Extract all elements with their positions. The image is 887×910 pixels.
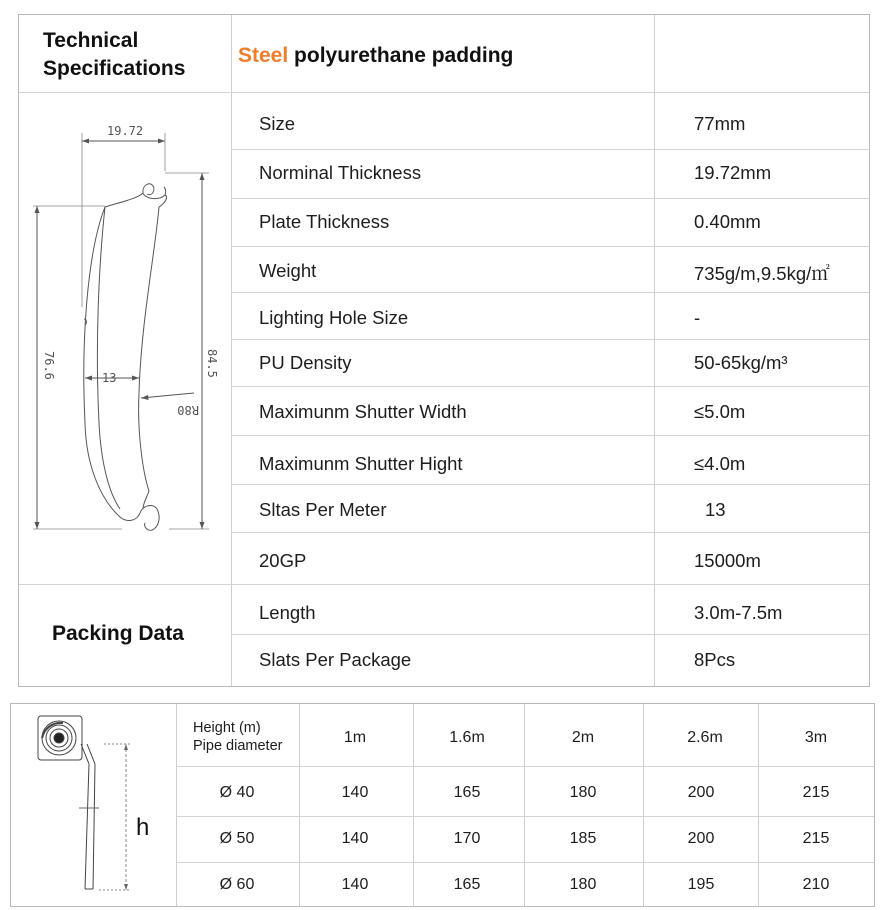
table-cell: 140 — [341, 784, 369, 801]
spec-label-nominal-thickness: Norminal Thickness — [259, 162, 422, 183]
table-cell: 180 — [569, 876, 597, 893]
table-cell: 200 — [687, 784, 715, 801]
spec-value-slats-per-meter: 13 — [705, 499, 726, 520]
spec-value-weight: 735g/m,9.5kg/㎡ — [694, 263, 830, 284]
spec-label-pu-density: PU Density — [259, 352, 352, 373]
spec-label-size: Size — [259, 113, 295, 134]
row-divider — [231, 435, 869, 436]
row-divider — [231, 246, 869, 247]
row-divider — [176, 766, 874, 767]
spec-label-slats-per-meter: Sltas Per Meter — [259, 499, 387, 520]
dim-inner-label: 13 — [102, 371, 117, 385]
spec-value-lighting-hole: - — [694, 307, 701, 328]
packing-value-length: 3.0m-7.5m — [694, 602, 783, 623]
column-divider — [413, 704, 414, 906]
column-divider — [299, 704, 300, 906]
spec-value-plate-thickness: 0.40mm — [694, 211, 761, 232]
technical-specifications-title: Technical Specifications — [43, 29, 186, 80]
dim-left-height-label: 76.6 — [42, 351, 56, 380]
row-divider — [231, 634, 869, 635]
column-divider — [524, 704, 525, 906]
packing-value-slats-per-package: 8Pcs — [694, 649, 736, 670]
product-title-accent: Steel — [238, 44, 289, 67]
dim-right-height-label: 84.5 — [205, 349, 219, 378]
pipe-diameter-table — [10, 703, 875, 907]
row-divider — [176, 816, 874, 817]
column-divider — [176, 704, 177, 906]
spec-label-20gp: 20GP — [259, 550, 307, 571]
column-divider — [231, 15, 232, 686]
spec-value-20gp: 15000m — [694, 550, 761, 571]
spec-value-max-width: ≤5.0m — [694, 401, 746, 422]
height-header: 3m — [804, 729, 828, 746]
row-divider — [176, 862, 874, 863]
diameter-label: Ø 50 — [219, 830, 255, 847]
diameter-label: Ø 60 — [219, 876, 255, 893]
spec-value-pu-density: 50-65kg/m³ — [694, 352, 788, 373]
dim-width-label: 19.72 — [107, 124, 144, 138]
row-divider — [231, 339, 869, 340]
height-symbol: h — [136, 814, 150, 841]
row-divider — [231, 198, 869, 199]
pipe-table-header: Height (m) Pipe diameter — [193, 720, 283, 754]
table-cell: 170 — [453, 830, 481, 847]
row-divider — [231, 149, 869, 150]
product-title — [238, 44, 513, 68]
spec-value-size: 77mm — [694, 113, 746, 134]
spec-table — [18, 14, 870, 687]
table-cell: 215 — [802, 784, 830, 801]
spec-label-max-height: Maximunm Shutter Hight — [259, 453, 463, 474]
height-header: 1m — [343, 729, 367, 746]
height-header: 1.6m — [449, 729, 485, 746]
roller-shutter-diagram — [11, 704, 176, 908]
column-divider — [654, 15, 655, 686]
table-cell: 195 — [687, 876, 715, 893]
packing-data-title: Packing Data — [52, 622, 184, 645]
table-cell: 140 — [341, 830, 369, 847]
row-divider — [231, 484, 869, 485]
table-cell: 165 — [453, 876, 481, 893]
row-divider — [231, 292, 869, 293]
height-header: 2m — [571, 729, 595, 746]
table-cell: 210 — [802, 876, 830, 893]
spec-label-lighting-hole: Lighting Hole Size — [259, 307, 409, 328]
table-cell: 165 — [453, 784, 481, 801]
spec-label-max-width: Maximunm Shutter Width — [259, 401, 467, 422]
table-cell: 180 — [569, 784, 597, 801]
height-header: 2.6m — [687, 729, 723, 746]
table-cell: 200 — [687, 830, 715, 847]
table-cell: 215 — [802, 830, 830, 847]
diameter-label: Ø 40 — [219, 784, 255, 801]
spec-label-plate-thickness: Plate Thickness — [259, 211, 390, 232]
dim-radius-label: R80 — [177, 403, 199, 417]
packing-label-slats-per-package: Slats Per Package — [259, 649, 412, 670]
column-divider — [643, 704, 644, 906]
spec-value-nominal-thickness: 19.72mm — [694, 162, 772, 183]
packing-label-length: Length — [259, 602, 316, 623]
spec-label-weight: Weight — [259, 260, 317, 281]
column-divider — [758, 704, 759, 906]
row-divider — [231, 386, 869, 387]
table-cell: 140 — [341, 876, 369, 893]
spec-value-max-height: ≤4.0m — [694, 453, 746, 474]
product-title-rest: polyurethane padding — [288, 44, 514, 67]
slat-profile-drawing — [19, 93, 231, 585]
row-divider — [231, 532, 869, 533]
table-cell: 185 — [569, 830, 597, 847]
